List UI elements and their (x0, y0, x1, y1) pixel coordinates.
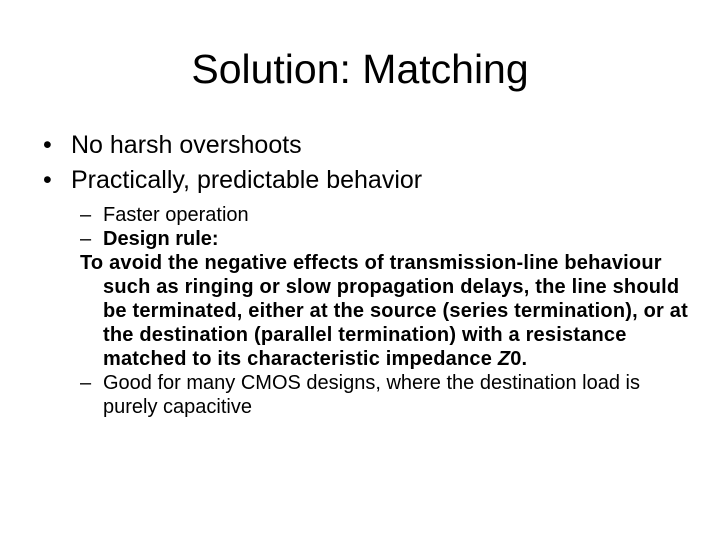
design-rule-italic: Z (497, 348, 511, 370)
sub-text: Design rule: (103, 228, 219, 250)
bullet-item (43, 163, 693, 198)
sub-marker: – (80, 204, 92, 226)
bullet-text: No harsh overshoots (71, 131, 302, 159)
bullet-marker: • (43, 166, 52, 194)
bullet-text: Practically, predictable behavior (71, 166, 423, 194)
sub-item (80, 371, 690, 419)
design-rule-paragraph (80, 251, 690, 371)
sub-marker: – (80, 372, 92, 394)
design-rule-suffix: 0. (510, 348, 528, 370)
bullet-marker: • (43, 131, 52, 159)
sub-marker: – (80, 228, 92, 250)
sub-list (80, 203, 690, 419)
sub-item (80, 227, 690, 251)
sub-text: Faster operation (103, 204, 249, 226)
bullet-item (43, 128, 693, 163)
sub-text: Good for many CMOS designs, where the destination load is purely capacitive (103, 372, 640, 418)
bullet-list (43, 128, 693, 198)
design-rule-text: To avoid the negative effects of transmission-line behaviour such as ringing or slow propagation delays, the line should be terminated, either at the source (series termination), or at the destination (parallel termination) with a resistance matched to its characteristic impedance (80, 252, 688, 370)
slide-title: Solution: Matching (191, 46, 529, 92)
sub-item (80, 203, 690, 227)
